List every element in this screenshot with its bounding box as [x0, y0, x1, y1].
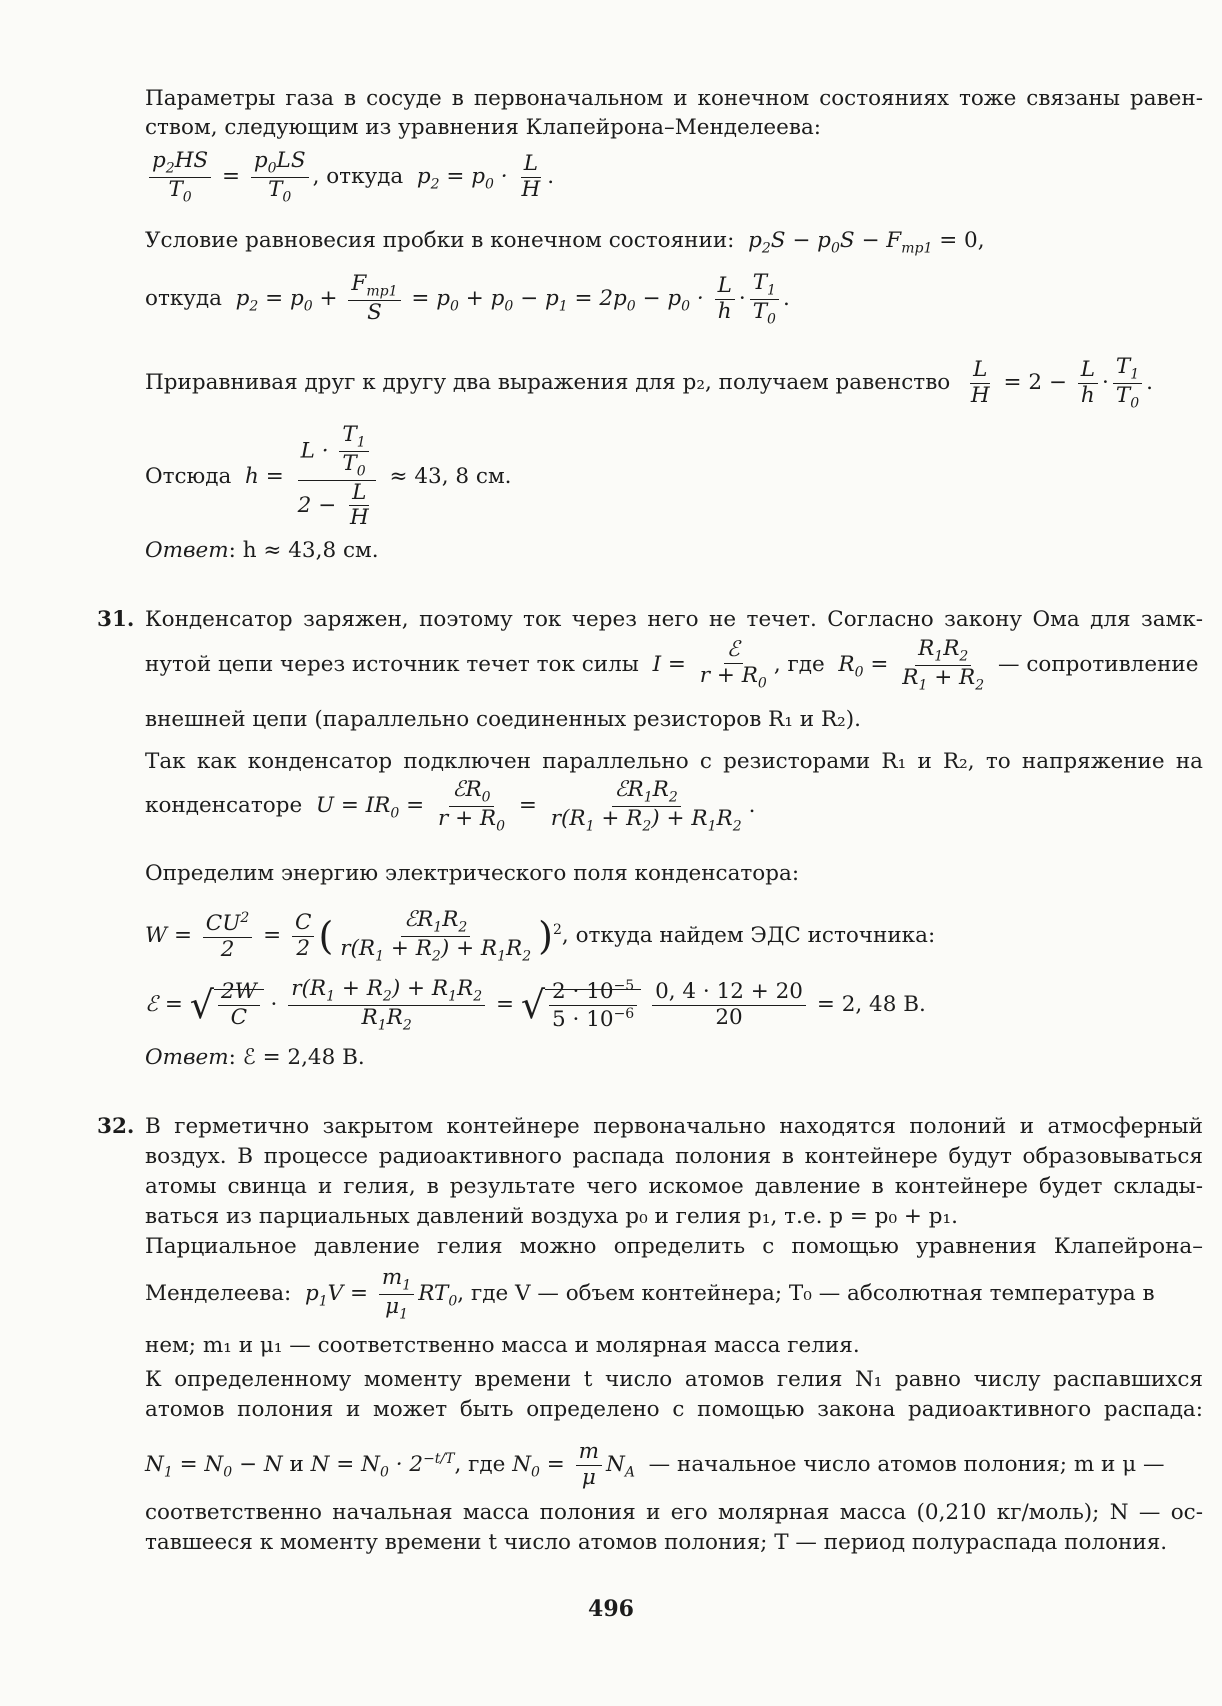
- formula-line: откуда $p_2 = p_0$ + $\frac{F_{тр1}}{S}$ = $p_0 + p_0 - p_1 = 2p_0 - p_0$ · $\frac{L}{h}$ · $\frac{T_1}{T_0}$ .: [145, 269, 790, 327]
- problem-number: 32.: [97, 1114, 135, 1139]
- formula-line: нутой цепи через источник течет ток силы I = $\frac{\text{ℰ}}{r + R_0}$ , где $R_0$ = $\frac{R_1R_2}{R_1 + R_2}$ — сопротивление: [145, 635, 1199, 693]
- text-line: атомов полония и может быть определено с помощью закона радиоактивного распада:: [145, 1397, 1203, 1422]
- answer-line: [145, 538, 379, 564]
- formula-line: Отсюда h = L · $\frac{T_1}{T_0}$ 2 − $\frac{L}{H}$ ≈ 43, 8 см.: [145, 421, 512, 531]
- formula-line: Приравнивая друг к другу два выражения для p₂, получаем равенство $\frac{L}{H}$ = 2 − $\frac{L}{h}$ · $\frac{T_1}{T_0}$ .: [145, 353, 1153, 411]
- text-word: Отсюда: [145, 464, 232, 489]
- answer-label: Ответ: [145, 538, 229, 563]
- formula-line: Менделеева: $p_1V$ = $\frac{m_1}{\mu_1}$ $RT_0$, где V — объем контейнера; T₀ — абсолютная температура в: [145, 1264, 1155, 1322]
- text-line: Определим энергию электрического поля конденсатора:: [145, 861, 800, 886]
- text-line: Конденсатор заряжен, поэтому ток через него не течет. Согласно закону Ома для замк-: [145, 607, 1203, 632]
- formula-line: $\frac{p_2HS}{T_0}$ = $\frac{p_0LS}{T_0}$ , откуда $p_2 = p_0$ · $\frac{L}{H}$ .: [145, 144, 554, 210]
- text-line: Приравнивая друг к другу два выражения для p₂, получаем равенство: [145, 370, 951, 395]
- problem-number: 31.: [97, 607, 135, 632]
- page-number: 496: [588, 1596, 634, 1622]
- text-line: нем; m₁ и μ₁ — соответственно масса и молярная масса гелия.: [145, 1333, 860, 1358]
- text-line: ством, следующим из уравнения Клапейрона–Менделеева:: [145, 115, 822, 140]
- text-segment: , где: [773, 652, 825, 677]
- answer-label: Ответ: [145, 1045, 229, 1070]
- text-segment: , где V — объем контейнера; T₀ — абсолютная температура в: [457, 1281, 1155, 1306]
- text-line: К определенному моменту времени t число атомов гелия N₁ равно числу распавшихся: [145, 1367, 1203, 1392]
- text-line: Парциальное давление гелия можно определить с помощью уравнения Клапейрона–: [145, 1234, 1203, 1259]
- result-value: = 2, 48 В.: [816, 992, 926, 1017]
- text-line: воздух. В процессе радиоактивного распада полония в контейнере будут образовываться: [145, 1144, 1203, 1169]
- formula-line: конденсаторе $U = IR_0$ = $\frac{ℰR_0}{r + R_0}$ = $\frac{ℰR_1R_2}{r(R_1 + R_2) + R_1R_2}$ .: [145, 776, 756, 834]
- text-line: Так как конденсатор подключен параллельно с резисторами R₁ и R₂, то напряжение на: [145, 749, 1203, 774]
- answer-value: : ℰ = 2,48 В.: [228, 1045, 365, 1070]
- text-line: соответственно начальная масса полония и его молярная масса (0,210 кг/моль); N — ос-: [145, 1500, 1203, 1525]
- text-line: В герметично закрытом контейнере первоначально находятся полоний и атмосферный: [145, 1114, 1203, 1139]
- text-segment: нутой цепи через источник течет ток силы: [145, 652, 639, 677]
- text-line: ваться из парциальных давлений воздуха p₀ и гелия p₁, т.е. p = p₀ + p₁.: [145, 1204, 958, 1229]
- text-segment: , откуда найдем ЭДС источника:: [561, 923, 936, 949]
- text-word: откуда: [145, 286, 222, 311]
- result-value: ≈ 43, 8 см.: [389, 464, 512, 489]
- text-line: Условие равновесия пробки в конечном состоянии:: [145, 228, 735, 253]
- formula-line: Условие равновесия пробки в конечном состоянии: $p_2S - p_0S - F_{тр1} = 0$,: [145, 228, 985, 257]
- formula-line: W = $\frac{CU^2}{2}$ = $\frac{C}{2}$ ( $\frac{ℰR_1R_2}{r(R_1 + R_2) + R_1R_2}$ )$^2$, откуда найдем ЭДС источника:: [145, 906, 936, 964]
- formula-line: $N_1 = N_0 - N$ и $N = N_0 \cdot 2^{-t/T}$, где $N_0$ = $\frac{m}{\mu}$ $N_A$ — начальное число атомов полония; m и μ —: [145, 1439, 1165, 1490]
- text-segment: — начальное число атомов полония; m и μ —: [648, 1452, 1165, 1478]
- formula-line: ℰ = √ $\frac{2W}{C}$ · $\frac{r(R_1 + R_2) + R_1R_2}{R_1R_2}$ = √ $\frac{2 \cdot 10^{-5}}{5 \cdot 10^{-6}}$ $\frac{0, 4 \cdot 12 + 20}{20}$ = 2, 48 В.: [145, 975, 926, 1033]
- text-line: внешней цепи (параллельно соединенных резисторов R₁ и R₂).: [145, 707, 861, 732]
- answer-line: [145, 1045, 365, 1071]
- text-word: , откуда: [312, 164, 404, 189]
- text-line: Параметры газа в сосуде в первоначальном и конечном состояниях тоже связаны равен-: [145, 86, 1203, 111]
- text-line: тавшееся к моменту времени t число атомов полония; T — период полураспада полония.: [145, 1530, 1168, 1555]
- answer-value: : h ≈ 43,8 см.: [228, 538, 379, 563]
- text-segment: — сопротивление: [998, 652, 1199, 677]
- text-segment: конденсаторе: [145, 793, 303, 818]
- text-line: атомы свинца и гелия, в результате чего искомое давление в контейнере будет склады-: [145, 1174, 1203, 1199]
- text-segment: Менделеева:: [145, 1281, 292, 1306]
